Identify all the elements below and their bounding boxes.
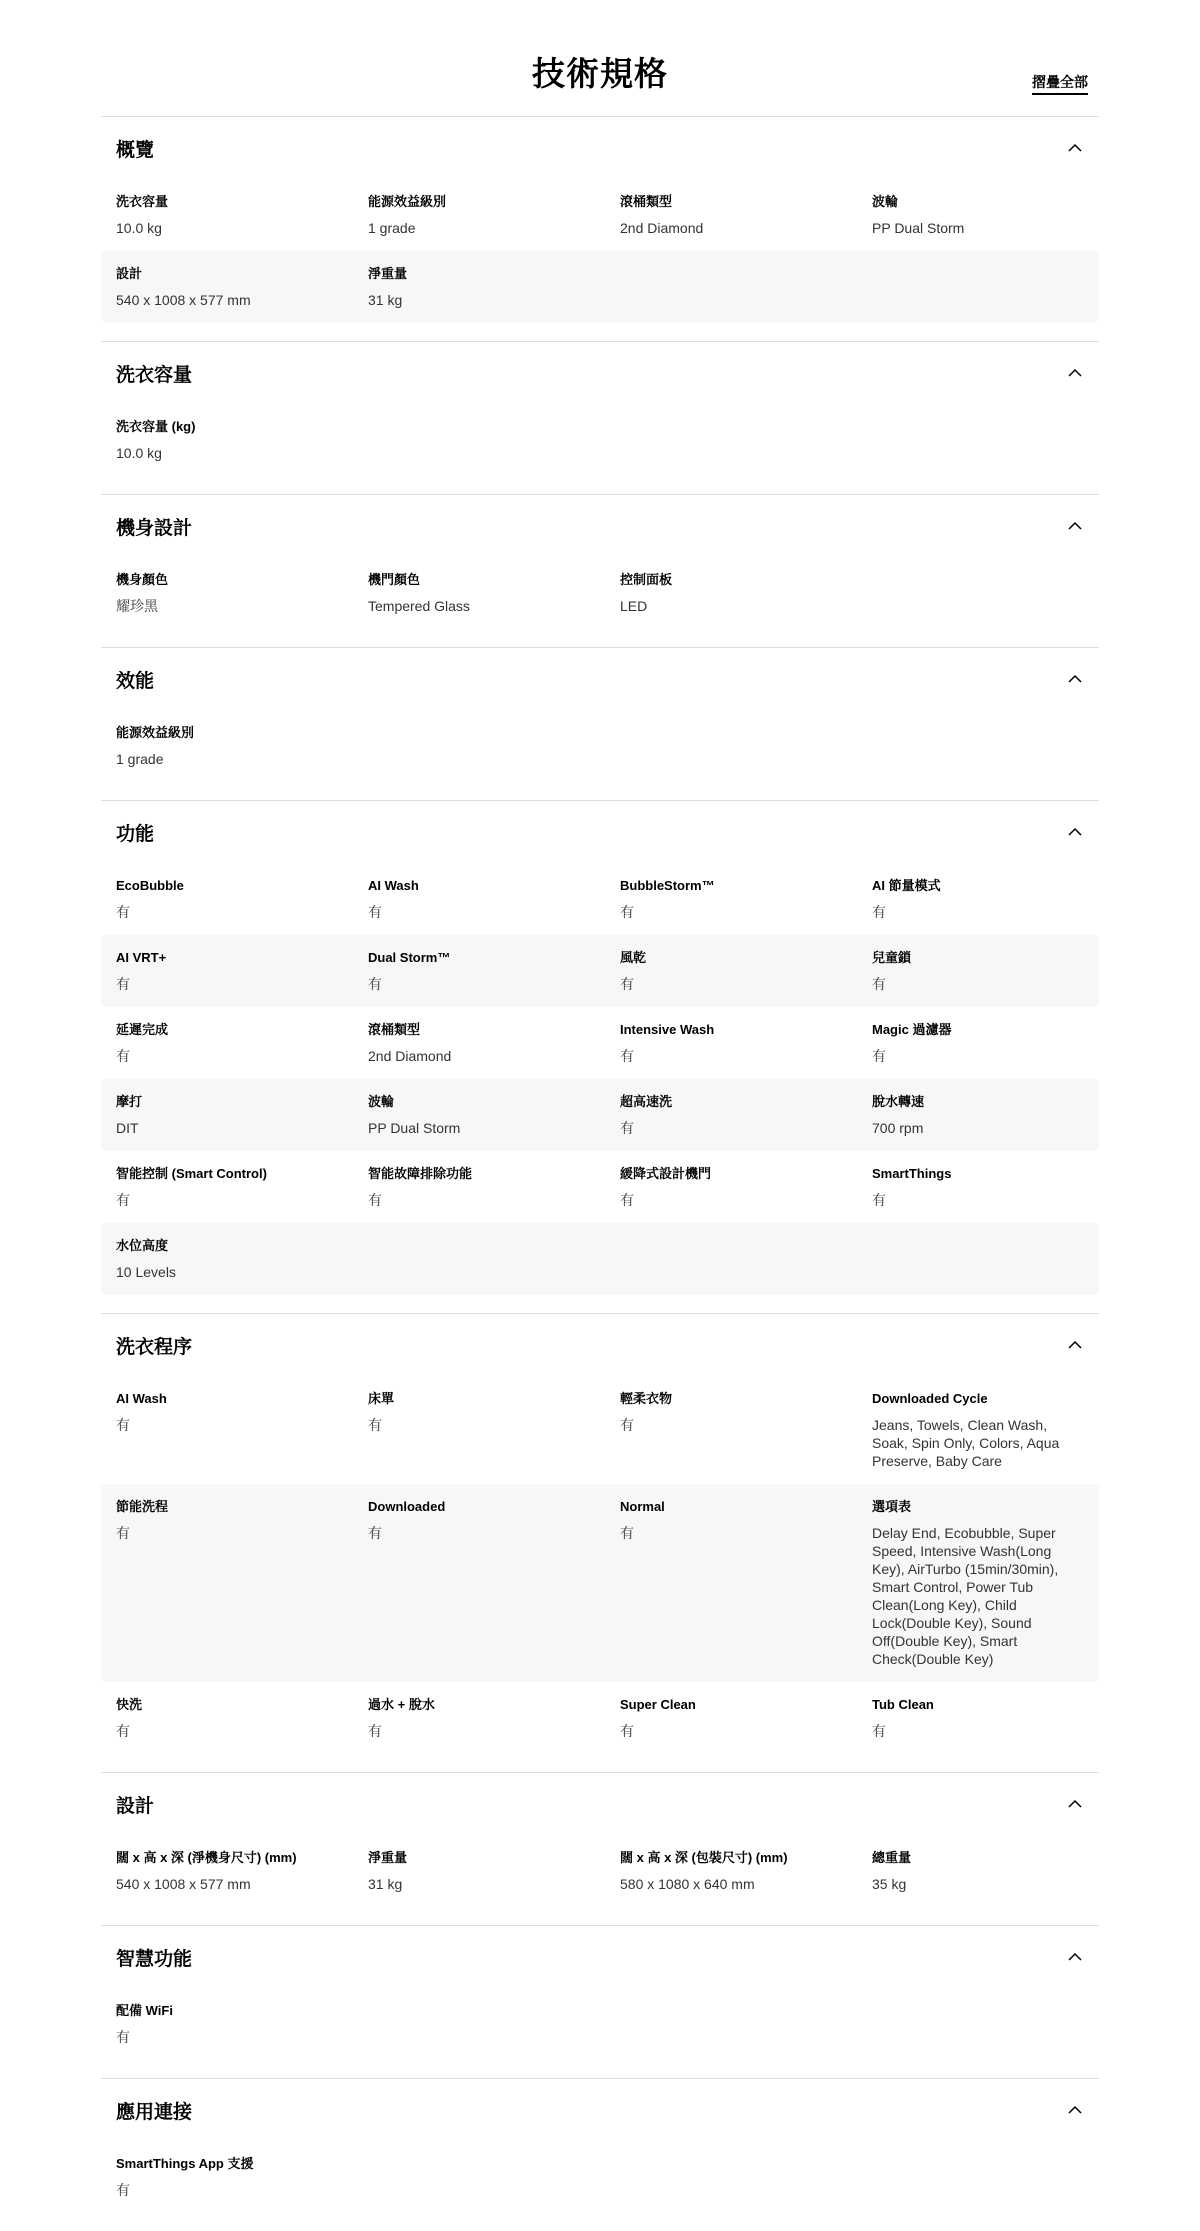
spec-item: [116, 1237, 1084, 1281]
section-header[interactable]: [116, 1926, 1084, 1988]
spec-row: [101, 1988, 1099, 2060]
chevron-up-icon[interactable]: [1066, 139, 1084, 157]
spec-value: 有: [116, 1525, 130, 1541]
chevron-up-icon[interactable]: [1066, 823, 1084, 841]
spec-row: [101, 1484, 1099, 1682]
spec-item: [116, 1021, 368, 1065]
spec-row: [101, 1376, 1099, 1484]
spec-label: 波輪: [368, 1094, 395, 1109]
section-header[interactable]: [116, 117, 1084, 179]
spec-value: 有: [116, 1192, 130, 1208]
section-header[interactable]: [116, 2079, 1084, 2141]
spec-section: [101, 1925, 1099, 2078]
chevron-up-icon[interactable]: [1066, 1336, 1084, 1354]
section-header[interactable]: [116, 342, 1084, 404]
spec-item: [872, 949, 1084, 993]
spec-value: DIT: [116, 1120, 139, 1136]
spec-item: [368, 1165, 620, 1209]
spec-value: 10 Levels: [116, 1264, 176, 1280]
spec-value: 有: [872, 1048, 886, 1064]
spec-value: PP Dual Storm: [368, 1120, 461, 1136]
spec-item: [368, 265, 1084, 309]
spec-row: [101, 710, 1099, 782]
spec-item: [116, 1390, 368, 1470]
chevron-up-icon[interactable]: [1066, 517, 1084, 535]
spec-value: 有: [620, 1120, 634, 1136]
spec-item: [620, 1165, 872, 1209]
spec-label: Dual Storm™: [368, 950, 451, 965]
spec-label: 淨重量: [368, 266, 408, 281]
spec-label: 智能控制 (Smart Control): [116, 1166, 267, 1181]
spec-item: [116, 2155, 1084, 2199]
spec-item: [620, 193, 872, 237]
spec-label: AI VRT+: [116, 950, 167, 965]
spec-item: [116, 724, 1084, 768]
spec-item: [368, 949, 620, 993]
spec-value: 有: [368, 1192, 382, 1208]
spec-label: 能源效益級別: [368, 194, 447, 209]
spec-value: 有: [368, 1723, 382, 1739]
section-title: 機身設計: [116, 518, 193, 539]
spec-value: 35 kg: [872, 1876, 907, 1892]
spec-value: 耀珍黑: [116, 598, 158, 614]
spec-item: [620, 1498, 872, 1668]
spec-value: 31 kg: [368, 1876, 403, 1892]
spec-section: [101, 800, 1099, 1313]
spec-value: 1 grade: [368, 220, 416, 236]
spec-value: 31 kg: [368, 292, 403, 308]
spec-item: [116, 1165, 368, 1209]
spec-label: 過水 + 脫水: [368, 1697, 435, 1712]
spec-value: 有: [872, 904, 886, 920]
spec-value: 10.0 kg: [116, 445, 162, 461]
spec-label: 床單: [368, 1391, 395, 1406]
spec-value: 有: [368, 976, 382, 992]
spec-item: [872, 877, 1084, 921]
spec-label: 節能洗程: [116, 1499, 169, 1514]
spec-value: 540 x 1008 x 577 mm: [116, 1876, 251, 1892]
spec-item: [116, 1093, 368, 1137]
spec-item: [368, 1498, 620, 1668]
spec-label: 控制面板: [620, 572, 673, 587]
spec-label: 能源效益級別: [116, 725, 195, 740]
section-title: 功能: [116, 824, 155, 845]
spec-value: 有: [116, 904, 130, 920]
spec-item: [872, 1165, 1084, 1209]
collapse-all-link[interactable]: 摺疊全部: [1032, 72, 1088, 95]
spec-label: 洗衣容量: [116, 194, 169, 209]
spec-value: 有: [620, 904, 634, 920]
spec-label: SmartThings: [872, 1166, 952, 1181]
spec-label: 水位高度: [116, 1238, 169, 1253]
spec-label: BubbleStorm™: [620, 878, 715, 893]
section-title: 應用連接: [116, 2102, 193, 2123]
spec-value: Tempered Glass: [368, 598, 470, 614]
spec-item: [116, 571, 368, 615]
spec-item: [872, 193, 1084, 237]
spec-label: EcoBubble: [116, 878, 184, 893]
spec-value: 2nd Diamond: [368, 1048, 452, 1064]
section-title: 概覽: [116, 140, 155, 161]
section-title: 洗衣程序: [116, 1337, 193, 1358]
spec-value: 有: [620, 1048, 634, 1064]
spec-row: [101, 404, 1099, 476]
spec-value: Delay End, Ecobubble, Super Speed, Intensive Wash(Long Key), AirTurbo (15min/30min), Smart Control, Power Tub Clean(Long Key), Child Lock(Double Key), Sound Off(Double Key), Smart Check(Double Key): [872, 1525, 1059, 1667]
spec-item: [620, 949, 872, 993]
spec-item: [872, 1021, 1084, 1065]
section-title: 洗衣容量: [116, 365, 193, 386]
page-title: 技術規格: [532, 55, 668, 92]
spec-label: SmartThings App 支援: [116, 2156, 254, 2171]
spec-value: 有: [116, 1417, 130, 1433]
spec-value: 有: [620, 1417, 634, 1433]
spec-item: [368, 877, 620, 921]
spec-item: [620, 1849, 872, 1893]
spec-row: [101, 1007, 1099, 1079]
spec-value: 有: [872, 1192, 886, 1208]
spec-item: [368, 193, 620, 237]
spec-label: 機身顏色: [116, 572, 169, 587]
spec-row: [101, 251, 1099, 323]
spec-label: 總重量: [872, 1850, 912, 1865]
spec-label: 滾桶類型: [368, 1022, 421, 1037]
spec-item: [620, 571, 1084, 615]
spec-value: 有: [620, 1525, 634, 1541]
spec-label: 設計: [116, 266, 143, 281]
spec-sections: [0, 116, 1200, 2231]
spec-value: 1 grade: [116, 751, 164, 767]
spec-row: [101, 557, 1099, 629]
section-header[interactable]: [116, 1773, 1084, 1835]
spec-value: 有: [620, 1723, 634, 1739]
spec-label: 配備 WiFi: [116, 2003, 173, 2018]
spec-value: 2nd Diamond: [620, 220, 704, 236]
spec-item: [116, 877, 368, 921]
spec-item: [620, 1390, 872, 1470]
spec-label: Intensive Wash: [620, 1022, 715, 1037]
spec-label: 智能故障排除功能: [368, 1166, 473, 1181]
spec-item: [872, 1390, 1084, 1470]
spec-label: 波輪: [872, 194, 899, 209]
section-header[interactable]: [116, 495, 1084, 557]
spec-value: 有: [116, 2029, 130, 2045]
spec-label: 快洗: [116, 1697, 143, 1712]
spec-row: [101, 1835, 1099, 1907]
spec-row: [101, 1682, 1099, 1754]
spec-item: [116, 2002, 1084, 2046]
spec-label: 摩打: [116, 1094, 143, 1109]
spec-label: 淨重量: [368, 1850, 408, 1865]
spec-item: [872, 1093, 1084, 1137]
spec-item: [872, 1498, 1084, 1668]
spec-value: 有: [116, 976, 130, 992]
spec-value: 有: [368, 1525, 382, 1541]
spec-section: [101, 647, 1099, 800]
spec-value: 有: [620, 976, 634, 992]
spec-value: 580 x 1080 x 640 mm: [620, 1876, 755, 1892]
spec-row: [101, 1223, 1099, 1295]
spec-label: 輕柔衣物: [620, 1391, 673, 1406]
spec-label: 闊 x 高 x 深 (包裝尺寸) (mm): [620, 1850, 788, 1865]
spec-value: 有: [620, 1192, 634, 1208]
spec-label: 選項表: [872, 1499, 912, 1514]
spec-label: 脫水轉速: [872, 1094, 925, 1109]
spec-item: [620, 1696, 872, 1740]
spec-value: 10.0 kg: [116, 220, 162, 236]
spec-item: [116, 1849, 368, 1893]
spec-section: [101, 1772, 1099, 1925]
section-title: 智慧功能: [116, 1949, 193, 1970]
spec-label: 洗衣容量 (kg): [116, 419, 196, 434]
section-header[interactable]: [116, 648, 1084, 710]
spec-value: 有: [368, 904, 382, 920]
spec-value: PP Dual Storm: [872, 220, 965, 236]
spec-label: 緩降式設計機門: [620, 1166, 712, 1181]
spec-row: [101, 1079, 1099, 1151]
spec-row: [101, 2141, 1099, 2213]
spec-item: [620, 1093, 872, 1137]
section-title: 設計: [116, 1796, 155, 1817]
spec-value: 有: [116, 1048, 130, 1064]
spec-header: [0, 0, 1200, 116]
spec-value: 有: [872, 1723, 886, 1739]
spec-label: 延遲完成: [116, 1022, 169, 1037]
spec-label: Super Clean: [620, 1697, 696, 1712]
section-header[interactable]: [116, 1314, 1084, 1376]
spec-item: [368, 1849, 620, 1893]
spec-value: 有: [116, 1723, 130, 1739]
spec-label: AI Wash: [116, 1391, 167, 1406]
chevron-up-icon[interactable]: [1066, 670, 1084, 688]
section-header[interactable]: [116, 801, 1084, 863]
spec-section: [101, 494, 1099, 647]
spec-value: 700 rpm: [872, 1120, 924, 1136]
spec-section: [101, 341, 1099, 494]
spec-item: [116, 1696, 368, 1740]
spec-item: [116, 418, 1084, 462]
spec-item: [620, 1021, 872, 1065]
chevron-up-icon[interactable]: [1066, 364, 1084, 382]
spec-row: [101, 935, 1099, 1007]
spec-label: 滾桶類型: [620, 194, 673, 209]
spec-label: 風乾: [620, 950, 647, 965]
spec-label: 闊 x 高 x 深 (淨機身尺寸) (mm): [116, 1850, 297, 1865]
spec-item: [368, 1093, 620, 1137]
spec-value: 有: [116, 2182, 130, 2198]
spec-label: Downloaded: [368, 1499, 446, 1514]
spec-value: 有: [368, 1417, 382, 1433]
spec-item: [116, 193, 368, 237]
spec-item: [872, 1696, 1084, 1740]
spec-item: [368, 1021, 620, 1065]
spec-item: [620, 877, 872, 921]
spec-row: [101, 863, 1099, 935]
chevron-up-icon[interactable]: [1066, 1948, 1084, 1966]
spec-value: 540 x 1008 x 577 mm: [116, 292, 251, 308]
spec-section: [101, 116, 1099, 341]
spec-label: Normal: [620, 1499, 665, 1514]
spec-label: Downloaded Cycle: [872, 1391, 988, 1406]
spec-row: [101, 1151, 1099, 1223]
spec-section: [101, 2078, 1099, 2231]
spec-label: 兒童鎖: [872, 950, 912, 965]
spec-item: [116, 1498, 368, 1668]
chevron-up-icon[interactable]: [1066, 2101, 1084, 2119]
spec-section: [101, 1313, 1099, 1772]
spec-row: [101, 179, 1099, 251]
spec-item: [368, 1390, 620, 1470]
spec-label: AI Wash: [368, 878, 419, 893]
chevron-up-icon[interactable]: [1066, 1795, 1084, 1813]
spec-label: 機門顏色: [368, 572, 421, 587]
spec-label: AI 節量模式: [872, 878, 941, 893]
spec-item: [368, 1696, 620, 1740]
spec-value: Jeans, Towels, Clean Wash, Soak, Spin Only, Colors, Aqua Preserve, Baby Care: [872, 1417, 1060, 1469]
spec-label: Magic 過濾器: [872, 1022, 952, 1037]
spec-label: 超高速洗: [620, 1094, 673, 1109]
spec-value: 有: [872, 976, 886, 992]
spec-label: Tub Clean: [872, 1697, 934, 1712]
spec-item: [368, 571, 620, 615]
spec-item: [116, 949, 368, 993]
spec-item: [872, 1849, 1084, 1893]
spec-item: [116, 265, 368, 309]
section-title: 效能: [116, 671, 155, 692]
spec-value: LED: [620, 598, 648, 614]
